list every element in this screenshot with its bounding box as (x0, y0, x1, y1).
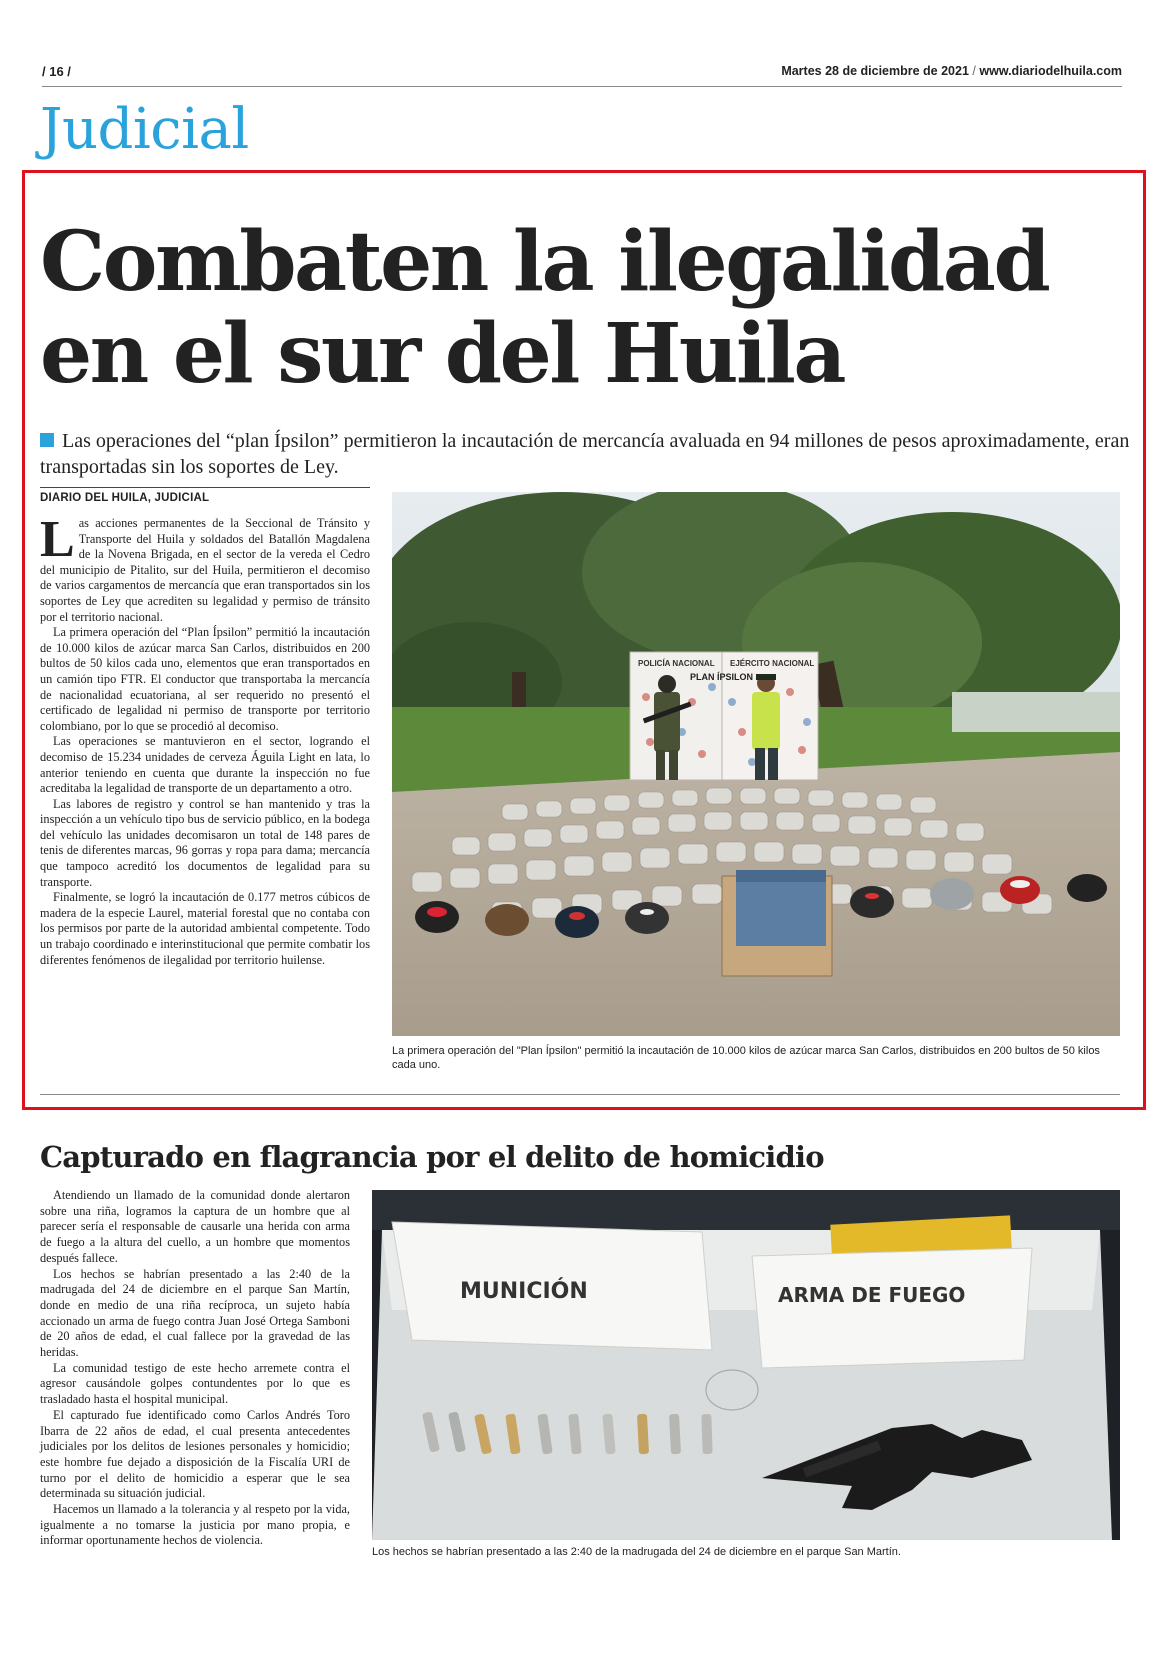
dateline-separator: / (972, 64, 976, 78)
drop-cap: L (40, 511, 75, 568)
lead-text: Las operaciones del “plan Ípsilon” permitieron la incautación de mercancía avaluada en 94 millones de pesos aproximadamente, eran transportadas sin los soportes de Ley. (40, 430, 1130, 478)
body-paragraph: Hacemos un llamado a la tolerancia y al respeto por la vida, igualmente a no tomarse la justicia por mano propia, e informar oportunamente hechos de violencia. (40, 1502, 350, 1548)
article2-headline: Capturado en flagrancia por el delito de homicidio (40, 1140, 824, 1174)
seizure-photo (392, 492, 1120, 1036)
article-body (40, 511, 370, 968)
photo-sign-plan: PLAN ÍPSILON (690, 672, 754, 682)
photo2-caption: Los hechos se habrían presentado a las 2:40 de la madrugada del 24 de diciembre en el parque San Martín. (372, 1546, 901, 1558)
evidence-photo (372, 1190, 1120, 1540)
headline-line-2: en el sur del Huila (40, 306, 844, 402)
website-link[interactable]: www.diariodelhuila.com (979, 64, 1122, 78)
byline-rule (40, 487, 370, 488)
issue-date: Martes 28 de diciembre de 2021 (781, 64, 969, 78)
body-paragraph: Los hechos se habrían presentado a las 2:40 de la madrugada del 24 de diciembre en el parque San Martín, donde en medio de una riña recíproca, un sujeto había accionado un arma de fuego contra Juan José Ortega Samboni de 20 años de edad, el cual fallece por la gravedad de las heridas. (40, 1266, 350, 1360)
body-paragraph: Las acciones permanentes de la Seccional de Tránsito y Transporte del Huila y soldados del Batallón Magdalena de la Novena Brigada, en el sector de la vereda el Cedro del municipio de Pitalito, sur del Huila, permitieron el decomiso de varios cargamentos de mercancía que eran transportados sin los soportes de Ley que acrediten su legalidad y permiso de tránsito por el territorio nacional. (40, 511, 370, 624)
article-separator (40, 1094, 1120, 1095)
article2-body (40, 1188, 350, 1549)
body-paragraph: La primera operación del “Plan Ípsilon” permitió la incautación de 10.000 kilos de azúcar marca San Carlos, distribuidos en 200 bultos de 50 kilos cada uno, elementos que eran transportados en un camión tipo FTR. El conductor que transportaba la mercancía de nacionalidad ecuatoriana, al ser requerido no presentó el certificado de legalidad ni permiso de transporte por territorio colombiano, por lo que se procedió al decomiso. (40, 625, 370, 733)
body-paragraph: Atendiendo un llamado de la comunidad donde alertaron sobre una riña, logramos la captura de un hombre que al parecer sería el responsable de causarle una herida con arma de fuego a la altura del cuello, a un hombre que momentos después fallece. (40, 1188, 350, 1265)
body-paragraph: Las operaciones se mantuvieron en el sector, logrando el decomiso de 15.234 unidades de cerveza Águila Light en lata, lo anterior teniendo en cuenta que durante la inspección no fue acreditaba la legalidad de transporte de un departamento a otro. (40, 734, 370, 796)
article-headline (40, 216, 1130, 400)
article-lead (40, 428, 1130, 480)
body-paragraph: La comunidad testigo de este hecho arremete contra el agresor causándole golpes contundentes por lo que es trasladado hasta el hospital municipal. (40, 1360, 350, 1407)
body-paragraph: El capturado fue identificado como Carlos Andrés Toro Ibarra de 22 años de edad, el cual presenta antecedentes judiciales por los delitos de lesiones personales y homicidio; este hombre fue dejado a disposición de la Fiscalía URI de turno por el delito de homicidio a esperar que le sea determinada su situación judicial. (40, 1407, 350, 1501)
section-title: Judicial (40, 97, 249, 162)
page-number: / 16 / (42, 64, 71, 79)
body-paragraph: Finalmente, se logró la incautación de 0.177 metros cúbicos de madera de la especie Laurel, material forestal que no contaba con los permisos por parte de la autoridad ambiental competente. Todo un trabajo coordinado e interinstitucional que permite combatir los diferentes fenómenos de ilegalidad por territorio huilense. (40, 890, 370, 967)
card-ammunition-label: MUNICIÓN (460, 1279, 588, 1304)
photo-sign-police: POLICÍA NACIONAL (638, 659, 715, 668)
headline-line-1: Combaten la ilegalidad (40, 214, 1049, 310)
byline: DIARIO DEL HUILA, JUDICIAL (40, 492, 210, 504)
header-rule (42, 86, 1122, 87)
dateline (781, 64, 1122, 78)
page-header (42, 64, 1122, 84)
photo-caption: La primera operación del "Plan Ípsilon" permitió la incautación de 10.000 kilos de azúcar marca San Carlos, distribuidos en 200 bultos de 50 kilos cada uno. (392, 1045, 1100, 1071)
photo-sign-army: EJÉRCITO NACIONAL (730, 659, 815, 668)
lead-bullet-icon (40, 433, 54, 447)
body-paragraph: Las labores de registro y control se han mantenido y tras la inspección a un vehículo tipo bus de servicio público, en la bodega del vehículo las unidades decomisaron un total de 148 pares de tenis de diferentes marcas, 96 gorras y ropa para dama; mercancía que tampoco acreditó los documentos de legalidad para su transporte. (40, 796, 370, 889)
card-weapon-label: ARMA DE FUEGO (778, 1283, 966, 1307)
